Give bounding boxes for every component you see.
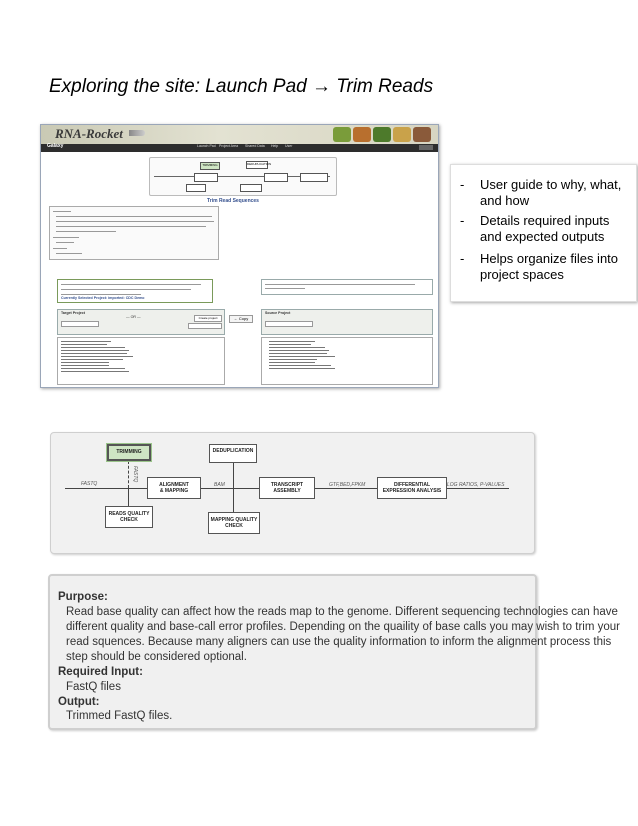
list-item[interactable] <box>61 365 109 366</box>
bullet-dash: - <box>460 177 465 192</box>
mini-text-line <box>56 226 206 227</box>
nav-item-launch-pad[interactable]: Launch Pad <box>197 144 216 148</box>
nav-title: Galaxy <box>47 143 64 149</box>
alignment-label-1: ALIGNMENT <box>159 482 189 488</box>
list-item[interactable] <box>269 347 325 348</box>
mini-text-line <box>56 216 212 217</box>
nav-item-shared-data[interactable]: Shared Data <box>245 144 265 148</box>
alignment-node[interactable] <box>147 477 201 499</box>
list-item[interactable] <box>269 362 315 363</box>
purpose-heading: Purpose: <box>58 591 108 603</box>
title-part-1: Exploring the site: Launch Pad <box>49 76 307 97</box>
transcript-label-1: TRANSCRIPT <box>270 482 304 488</box>
slide-title <box>49 76 433 98</box>
mini-differential-node[interactable] <box>300 173 328 182</box>
mini-text-line <box>265 284 415 285</box>
deduplication-node[interactable] <box>209 444 257 463</box>
workflow-diagram <box>50 432 535 554</box>
bullet-text: Helps organize files into project spaces <box>480 251 619 282</box>
mini-text-line <box>56 253 82 254</box>
site-screenshot <box>40 124 439 388</box>
mini-copy-button[interactable]: ← Copy <box>229 315 253 323</box>
banner-image-1 <box>333 127 351 142</box>
site-logo: RNA-Rocket <box>55 126 123 141</box>
banner-image-2 <box>353 127 371 142</box>
list-item[interactable] <box>269 353 327 354</box>
banner-image-4 <box>393 127 411 142</box>
transcript-assembly-node[interactable] <box>259 477 315 499</box>
differential-label-1: DIFFERENTIAL <box>393 482 431 488</box>
dedup-connector <box>233 463 234 488</box>
list-item[interactable] <box>269 365 331 366</box>
mini-source-info <box>261 279 433 295</box>
fastq-vertical-label: FASTQ <box>132 466 138 483</box>
rocket-icon <box>129 130 145 136</box>
list-item[interactable] <box>61 368 125 369</box>
list-item[interactable] <box>61 341 111 342</box>
mini-text-line <box>56 242 74 243</box>
reads-quality-check-node[interactable] <box>105 506 153 528</box>
reads-qc-label-1: READS QUALITY <box>108 511 150 517</box>
list-item[interactable] <box>61 362 109 363</box>
bullet-text: Details required inputs and expected outputs <box>480 213 610 244</box>
list-item[interactable] <box>61 347 125 348</box>
bullet-text: User guide to why, what, and how <box>480 177 622 208</box>
nav-item-project-area[interactable]: Project Area <box>219 144 239 148</box>
mini-text-line <box>53 211 71 212</box>
output-value: Trimmed FastQ files. <box>66 710 173 722</box>
deduplication-label: DEDUPLICATION <box>212 448 254 454</box>
list-item[interactable] <box>61 359 123 360</box>
mini-target-select[interactable] <box>61 321 99 327</box>
purpose-panel <box>48 574 620 730</box>
user-menu[interactable] <box>419 145 433 150</box>
list-item[interactable] <box>269 350 329 351</box>
list-item[interactable] <box>61 371 129 372</box>
mini-purpose-box <box>49 206 219 260</box>
arrow-icon: → <box>312 76 332 97</box>
mapping-qc-label-2: CHECK <box>225 523 243 529</box>
gtf-label: GTF,BED,FPKM <box>329 482 366 488</box>
differential-label-2: EXPRESSION ANALYSIS <box>382 488 442 494</box>
list-item[interactable] <box>61 356 133 357</box>
list-item[interactable] <box>269 359 317 360</box>
mini-text-line <box>56 221 214 222</box>
title-part-2: Trim Reads <box>336 76 434 97</box>
trimming-label: TRIMMING <box>116 449 142 455</box>
mapping-qc-label-1: MAPPING QUALITY <box>210 517 258 523</box>
mini-source-select[interactable] <box>265 321 313 327</box>
mini-section-title: Trim Read Sequences <box>207 198 259 204</box>
bullet-callout <box>450 164 637 302</box>
mini-reads-qc-node[interactable] <box>186 184 206 192</box>
mini-current-project: Currently Selected Project: imported: CDC Demo <box>61 296 145 300</box>
mini-target-info <box>57 279 213 303</box>
bam-label: BAM <box>214 482 225 488</box>
bullet-dash: - <box>460 251 465 266</box>
required-input-value: FastQ files <box>66 681 121 693</box>
purpose-line: read squences. Because many aligners can use the quality information to inform the alignment process this <box>66 636 612 648</box>
trimming-node[interactable] <box>107 444 151 461</box>
mini-target-panel <box>57 309 225 335</box>
purpose-line: different quality and base-call error profiles. Depending on the quaility of base calls you may wish to trim your <box>66 621 620 633</box>
purpose-line: Read base quality can affect how the reads map to the genome. Different sequencing technologies can have <box>66 606 618 618</box>
mini-text-line <box>265 288 305 289</box>
list-item[interactable] <box>269 368 335 369</box>
reads-qc-label-2: CHECK <box>120 517 138 523</box>
list-item[interactable] <box>61 344 107 345</box>
list-item[interactable] <box>61 353 127 354</box>
mini-transcript-node[interactable] <box>264 173 288 182</box>
output-heading: Output: <box>58 696 100 708</box>
banner-image-3 <box>373 127 391 142</box>
mini-dedup-node[interactable]: DEDUPLICATION <box>246 161 268 169</box>
mini-mapping-qc-node[interactable] <box>240 184 262 192</box>
site-banner <box>41 125 438 144</box>
list-item[interactable] <box>269 341 315 342</box>
mini-text-line <box>53 248 67 249</box>
reads-qc-connector <box>128 488 129 506</box>
alignment-label-2: & MAPPING <box>159 488 189 494</box>
list-item[interactable] <box>61 350 129 351</box>
mini-alignment-node[interactable] <box>194 173 218 182</box>
mini-text-line <box>61 289 191 290</box>
mini-text-line <box>53 237 79 238</box>
mini-source-file-list[interactable] <box>261 337 433 385</box>
mapping-qc-connector <box>233 488 234 512</box>
mini-text-line <box>61 284 201 285</box>
mini-workflow <box>149 157 337 196</box>
log-ratios-label: LOG RATIOS, P-VALUES <box>447 482 505 488</box>
mini-target-file-list[interactable] <box>57 337 225 385</box>
mini-source-panel <box>261 309 433 335</box>
list-item[interactable] <box>269 344 311 345</box>
mini-text-line <box>56 231 116 232</box>
nav-item-help[interactable]: Help <box>271 144 279 148</box>
differential-expression-node[interactable] <box>377 477 447 499</box>
mini-create-input[interactable] <box>188 323 222 329</box>
mini-or-label: — OR — <box>126 315 141 319</box>
required-input-heading: Required Input: <box>58 666 143 678</box>
nav-item-user[interactable]: User <box>285 144 293 148</box>
purpose-line: step should be considered optional. <box>66 651 247 663</box>
trimming-connector <box>128 461 129 488</box>
fastq-label: FASTQ <box>81 481 98 487</box>
site-nav-bar <box>41 144 438 152</box>
transcript-label-2: ASSEMBLY <box>273 488 301 494</box>
list-item[interactable] <box>269 356 335 357</box>
mini-trimming-node[interactable]: TRIMMING <box>200 162 220 170</box>
mini-create-button[interactable]: Create project <box>194 315 222 322</box>
mini-source-label: Source Project <box>265 311 291 315</box>
mini-text-line <box>61 294 141 295</box>
mini-target-label: Target Project <box>61 311 85 315</box>
bullet-dash: - <box>460 213 465 228</box>
mapping-quality-check-node[interactable] <box>208 512 260 534</box>
banner-image-5 <box>413 127 431 142</box>
